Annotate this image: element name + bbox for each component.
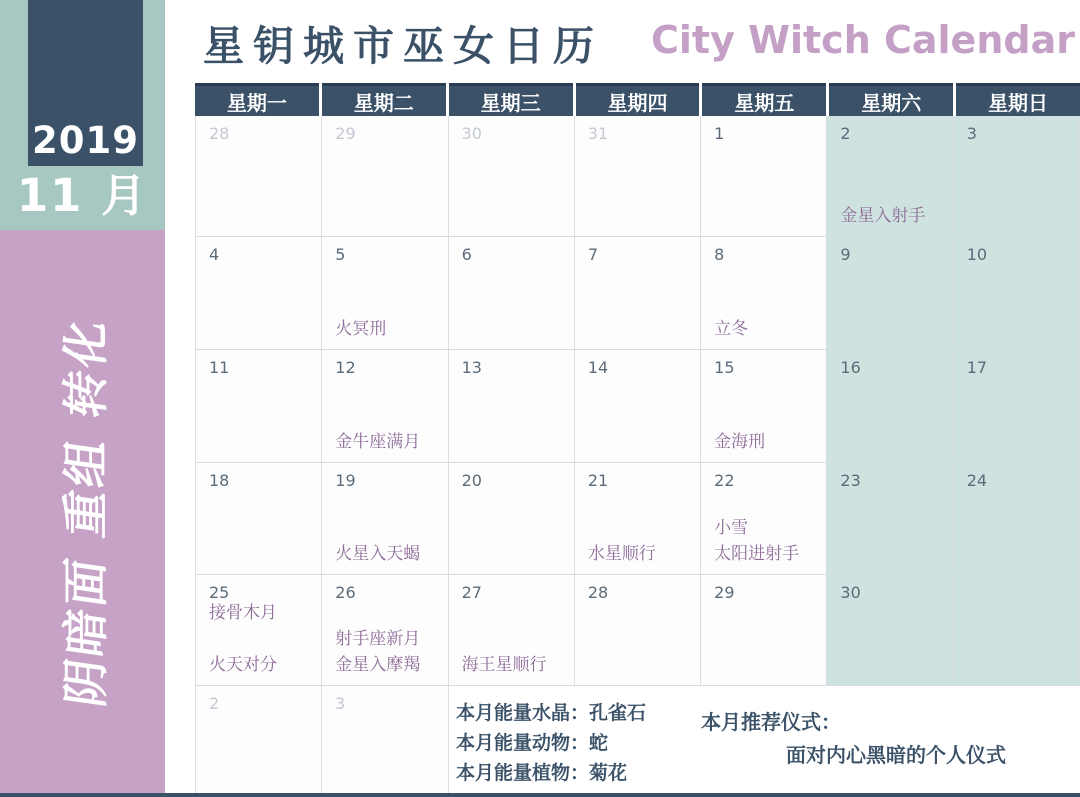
event-label: 金星入摩羯 <box>335 655 421 675</box>
footer-row <box>195 686 1080 793</box>
event-label: 太阳进射手 <box>714 544 800 564</box>
day-cell-6 <box>449 237 575 350</box>
weekday-header-1: 星期一 <box>195 83 319 116</box>
event-label: 火天对分 <box>209 655 277 675</box>
day-cell-next-3 <box>322 686 449 793</box>
day-cell-13 <box>449 350 575 463</box>
day-number: 31 <box>587 124 609 143</box>
day-number: 14 <box>587 358 609 377</box>
day-cell-25 <box>196 575 322 686</box>
event-label: 水星顺行 <box>587 544 656 564</box>
day-events <box>714 316 748 342</box>
day-events <box>209 600 277 678</box>
day-number: 21 <box>587 471 609 490</box>
day-number: 8 <box>714 245 725 264</box>
day-cell-31 <box>575 116 701 237</box>
day-number: 18 <box>209 471 230 490</box>
sidebar-pink-panel <box>0 230 165 793</box>
day-number: 25 <box>209 583 230 602</box>
day-cell-29 <box>322 116 448 237</box>
day-number: 22 <box>714 471 735 490</box>
day-cell-24 <box>954 463 1080 575</box>
day-cell-8 <box>701 237 827 350</box>
day-number: 28 <box>209 124 230 143</box>
day-cell-5 <box>322 237 448 350</box>
day-events <box>335 429 420 455</box>
day-number: 7 <box>587 245 599 264</box>
day-cell-27 <box>449 575 575 686</box>
event-label <box>209 626 277 652</box>
event-label: 金牛座满月 <box>335 432 421 452</box>
day-cell-29 <box>701 575 827 686</box>
weekday-header-row <box>195 83 1080 116</box>
day-number: 2 <box>209 694 220 713</box>
day-cell-18 <box>196 463 322 575</box>
day-number: 11 <box>209 358 230 377</box>
event-label: 立冬 <box>714 319 749 339</box>
weekday-header-5: 星期五 <box>702 83 826 116</box>
day-number: 6 <box>461 245 472 264</box>
day-events <box>335 316 386 342</box>
day-number: 13 <box>461 358 482 377</box>
day-number: 1 <box>714 124 725 143</box>
day-number: 30 <box>840 583 861 602</box>
day-number: 26 <box>335 583 356 602</box>
day-number: 3 <box>966 124 977 143</box>
day-cell-10 <box>954 237 1080 350</box>
day-cell-28 <box>196 116 322 237</box>
event-label: 火星入天蝎 <box>335 544 421 564</box>
day-cell-23 <box>827 463 953 575</box>
day-number: 4 <box>209 245 220 264</box>
day-events <box>588 541 656 567</box>
day-number: 23 <box>840 471 861 490</box>
day-number: 29 <box>714 583 735 602</box>
energy-plant-line: 本月能量植物：菊花 <box>456 762 628 784</box>
day-cell-11 <box>196 350 322 463</box>
day-number: 9 <box>840 245 851 264</box>
day-number: 16 <box>840 358 861 377</box>
day-number: 5 <box>335 245 346 264</box>
event-label: 火冥刑 <box>335 319 387 339</box>
day-events <box>714 515 799 567</box>
month-theme-vertical-label: 阴暗面 重组 转化 <box>59 313 115 711</box>
day-events <box>840 203 925 229</box>
day-number: 27 <box>461 583 482 602</box>
day-number: 10 <box>966 245 988 264</box>
weekday-header-3: 星期三 <box>449 83 573 116</box>
day-cell-30 <box>449 116 575 237</box>
day-number: 30 <box>461 124 482 143</box>
day-events <box>462 652 547 678</box>
ritual-title: 本月推荐仪式： <box>701 710 841 734</box>
month-label: 11 月 <box>16 169 149 222</box>
day-cell-12 <box>322 350 448 463</box>
event-label: 金海刑 <box>714 432 766 452</box>
energy-animal-line: 本月能量动物：蛇 <box>456 732 609 754</box>
day-cell-3 <box>954 116 1080 237</box>
day-cell-4 <box>196 237 322 350</box>
calendar-title-chinese: 星钥城市巫女日历 <box>203 22 603 70</box>
day-number: 19 <box>335 471 356 490</box>
calendar-title-english: City Witch Calendar <box>651 18 1075 62</box>
day-cell-19 <box>322 463 448 575</box>
day-cell-22 <box>701 463 827 575</box>
day-number: 3 <box>335 694 346 713</box>
day-cell-30 <box>827 575 953 686</box>
day-cell-15 <box>701 350 827 463</box>
day-events <box>335 541 420 567</box>
day-number: 28 <box>587 583 609 602</box>
energy-crystal-line: 本月能量水晶：孔雀石 <box>456 702 647 724</box>
day-number: 15 <box>714 358 735 377</box>
event-label: 海王星顺行 <box>461 655 547 675</box>
day-cell-next-2 <box>196 686 322 793</box>
day-cell-28 <box>575 575 701 686</box>
day-cell-9 <box>827 237 953 350</box>
bottom-accent-bar <box>0 793 1080 797</box>
weekday-header-4: 星期四 <box>576 83 700 116</box>
day-number: 2 <box>840 124 851 143</box>
year-label: 2019 <box>32 119 139 162</box>
event-label: 金星入射手 <box>840 206 926 226</box>
day-number: 24 <box>966 471 988 490</box>
day-cell-1 <box>701 116 827 237</box>
day-cell-20 <box>449 463 575 575</box>
day-cell-16 <box>827 350 953 463</box>
event-label: 小雪 <box>714 518 749 538</box>
day-cell-7 <box>575 237 701 350</box>
day-number: 12 <box>335 358 356 377</box>
day-cell-26 <box>322 575 448 686</box>
weekday-header-7: 星期日 <box>956 83 1080 116</box>
monthly-energy-block <box>456 698 646 788</box>
event-label: 射手座新月 <box>335 629 421 649</box>
day-cell-17 <box>954 350 1080 463</box>
weekday-header-6: 星期六 <box>829 83 953 116</box>
day-cell-21 <box>575 463 701 575</box>
sidebar-year-block <box>28 0 143 166</box>
monthly-ritual-block <box>701 706 1006 772</box>
event-label: 接骨木月 <box>209 603 277 623</box>
weekday-header-2: 星期二 <box>322 83 446 116</box>
day-number: 17 <box>966 358 988 377</box>
day-events <box>714 429 765 455</box>
day-cell-14 <box>575 350 701 463</box>
ritual-text: 面对内心黑暗的个人仪式 <box>786 743 1006 767</box>
calendar-grid <box>195 116 1080 686</box>
day-cell-empty <box>954 575 1080 686</box>
day-number: 20 <box>461 471 482 490</box>
day-cell-2 <box>827 116 953 237</box>
day-events <box>335 626 420 678</box>
day-number: 29 <box>335 124 356 143</box>
